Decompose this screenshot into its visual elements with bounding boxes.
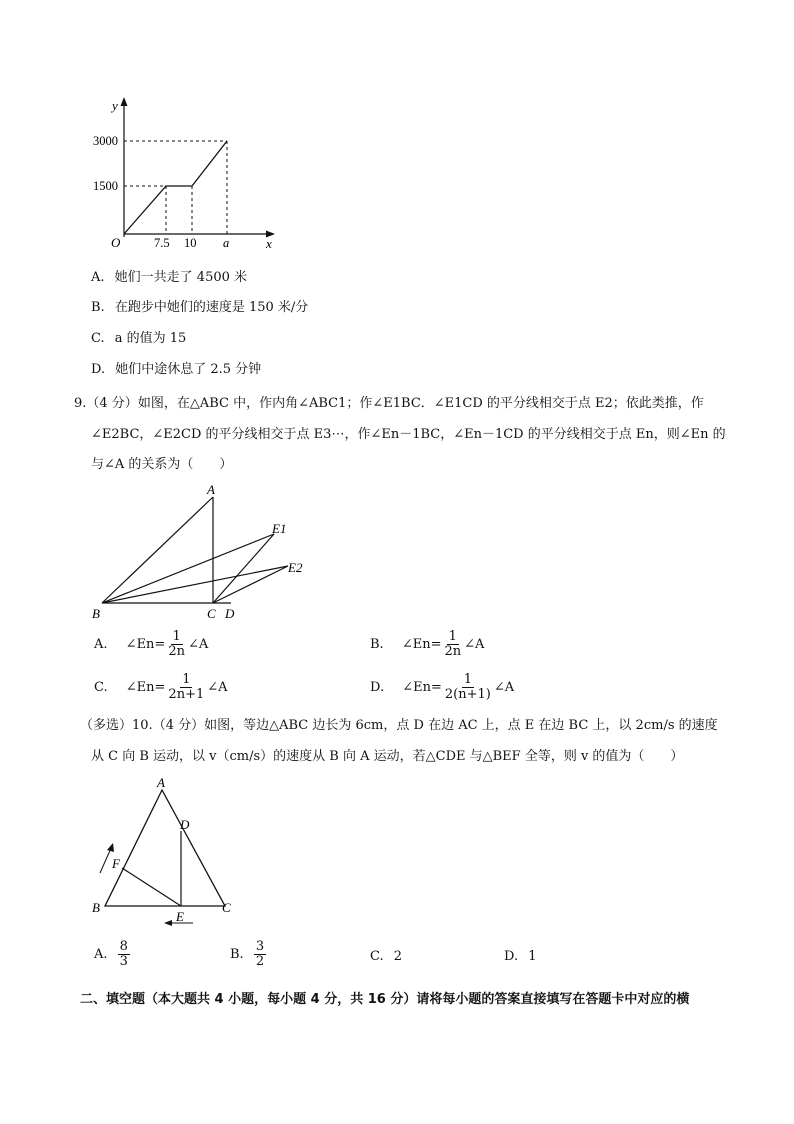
segment-BA xyxy=(102,497,213,603)
x-axis-label: x xyxy=(266,236,272,251)
q10-option-a xyxy=(94,940,131,969)
q10-text-1: 如图，等边△ABC 边长为 6cm，点 D 在边 AC 上，点 E 在边 BC 上，以 2cm/s 的速度 xyxy=(204,718,718,733)
origin-label: O xyxy=(111,235,121,250)
x-tick-10: 10 xyxy=(184,236,197,250)
numerator: 1 xyxy=(172,629,181,644)
option-label: C. xyxy=(94,680,108,695)
distance-line xyxy=(124,141,227,234)
option-tail: ∠A xyxy=(207,680,228,695)
numerator: 1 xyxy=(463,672,472,687)
option-angle: ∠En= xyxy=(125,637,166,652)
option-tail: ∠A xyxy=(187,637,209,652)
option-label: B. xyxy=(230,947,244,962)
option-label: C. xyxy=(91,331,105,346)
label-C: C xyxy=(207,606,216,621)
option-angle: ∠En= xyxy=(125,680,166,695)
option-label: B. xyxy=(370,637,384,652)
denominator: 3 xyxy=(119,954,128,969)
fraction xyxy=(118,940,130,969)
segment-CE1 xyxy=(213,534,274,603)
denominator: 2n+1 xyxy=(168,687,205,702)
q9-stem-line3 xyxy=(91,456,232,474)
option-text: 她们一共走了 4500 米 xyxy=(114,270,248,285)
q10-prefix: （多选） xyxy=(80,718,133,733)
option-label: D. xyxy=(370,680,385,695)
numerator: 1 xyxy=(182,672,191,687)
q9-option-d xyxy=(370,673,514,702)
q9-score: （4 分） xyxy=(86,396,138,411)
segment-BE1 xyxy=(102,534,274,603)
option-text: 她们中途休息了 2.5 分钟 xyxy=(115,362,262,377)
section-2-heading: 二、填空题（本大题共 4 小题，每小题 4 分，共 16 分）请将每小题的答案直接填写在答题卡中对应的横 xyxy=(80,992,690,1007)
q9-text-3: 与∠A 的关系为（ ） xyxy=(91,457,233,472)
q10-stem-line2 xyxy=(91,748,683,766)
option-angle: ∠En= xyxy=(401,637,442,652)
denominator: 2 xyxy=(255,954,265,969)
label-D: D xyxy=(180,817,190,832)
q10-text-2: 从 C 向 B 运动，以 v（cm/s）的速度从 B 向 A 运动，若△CDE 与△BEF 全等，则 v 的值为（ ） xyxy=(91,749,684,764)
fraction xyxy=(443,673,493,702)
q8-option-d xyxy=(91,361,261,379)
y-tick-1500: 1500 xyxy=(93,179,118,193)
fraction xyxy=(166,630,187,659)
fraction xyxy=(442,630,463,659)
arrow-left-head-icon xyxy=(164,920,172,926)
distance-time-graph xyxy=(80,92,290,252)
y-axis-label: y xyxy=(112,98,118,113)
arrow-up-head-icon xyxy=(107,843,114,852)
q9-number: 9. xyxy=(74,396,87,411)
option-label: A. xyxy=(91,270,105,285)
segment-BE2 xyxy=(102,566,288,603)
q10-score: （4 分） xyxy=(152,718,205,733)
option-tail: ∠A xyxy=(493,680,515,695)
option-label: D. xyxy=(504,949,519,964)
option-label: D. xyxy=(91,362,106,377)
q8-option-b xyxy=(91,299,308,317)
q10-stem-line1 xyxy=(80,717,718,735)
y-axis-arrow xyxy=(121,97,128,106)
q10-equilateral-figure xyxy=(88,776,248,926)
fraction xyxy=(166,673,206,702)
label-D: D xyxy=(225,606,235,621)
q8-option-c xyxy=(91,330,186,348)
option-tail: ∠A xyxy=(464,637,485,652)
label-B: B xyxy=(92,900,100,915)
q9-stem-line2 xyxy=(91,426,726,444)
label-E: E xyxy=(176,909,184,924)
q10-option-d xyxy=(504,949,537,964)
label-E1: E1 xyxy=(272,521,287,536)
q10-option-b xyxy=(230,940,267,969)
q9-option-b xyxy=(370,630,484,659)
y-tick-3000: 3000 xyxy=(93,134,118,148)
q9-text-1: 如图，在△ABC 中，作内角∠ABC1；作∠E1BC．∠E1CD 的平分线相交于点 E2；依此类推，作 xyxy=(137,396,704,411)
numerator: 3 xyxy=(255,939,265,954)
option-label: B. xyxy=(91,300,105,315)
denominator: 2n xyxy=(444,644,462,659)
q9-stem-line1 xyxy=(74,395,704,413)
segment-CE2 xyxy=(213,566,288,603)
x-tick-a: a xyxy=(223,236,230,250)
option-text: a 的值为 15 xyxy=(114,331,187,346)
option-text: 在跑步中她们的速度是 150 米/分 xyxy=(114,300,309,315)
option-label: C. xyxy=(370,949,384,964)
q10-number: 10. xyxy=(132,718,153,733)
x-tick-7.5: 7.5 xyxy=(154,236,170,250)
numerator: 8 xyxy=(119,939,128,954)
label-A: A xyxy=(207,482,215,497)
numerator: 1 xyxy=(448,629,457,644)
label-A: A xyxy=(157,776,165,790)
label-C: C xyxy=(222,900,231,915)
label-E2: E2 xyxy=(288,560,303,575)
option-label: A. xyxy=(94,947,108,962)
q10-option-c xyxy=(370,949,402,964)
option-angle: ∠En= xyxy=(402,680,442,695)
denominator: 2(n+1) xyxy=(444,687,491,702)
segment-FE xyxy=(122,868,181,906)
label-F: F xyxy=(112,856,120,871)
denominator: 2n xyxy=(168,644,185,659)
q8-option-a xyxy=(91,269,247,287)
option-label: A. xyxy=(94,637,108,652)
option-text: 2 xyxy=(393,949,403,964)
q9-triangle-figure xyxy=(86,482,316,622)
q9-option-c xyxy=(94,673,228,702)
q9-option-a xyxy=(94,630,208,659)
triangle-ABC xyxy=(105,790,225,906)
label-B: B xyxy=(92,606,100,621)
option-text: 1 xyxy=(528,949,537,964)
q9-text-2: ∠E2BC，∠E2CD 的平分线相交于点 E3⋯，作∠En－1BC，∠En－1CD 的平分线相交于点 En，则∠En 的 xyxy=(91,427,726,442)
fraction xyxy=(254,940,266,969)
